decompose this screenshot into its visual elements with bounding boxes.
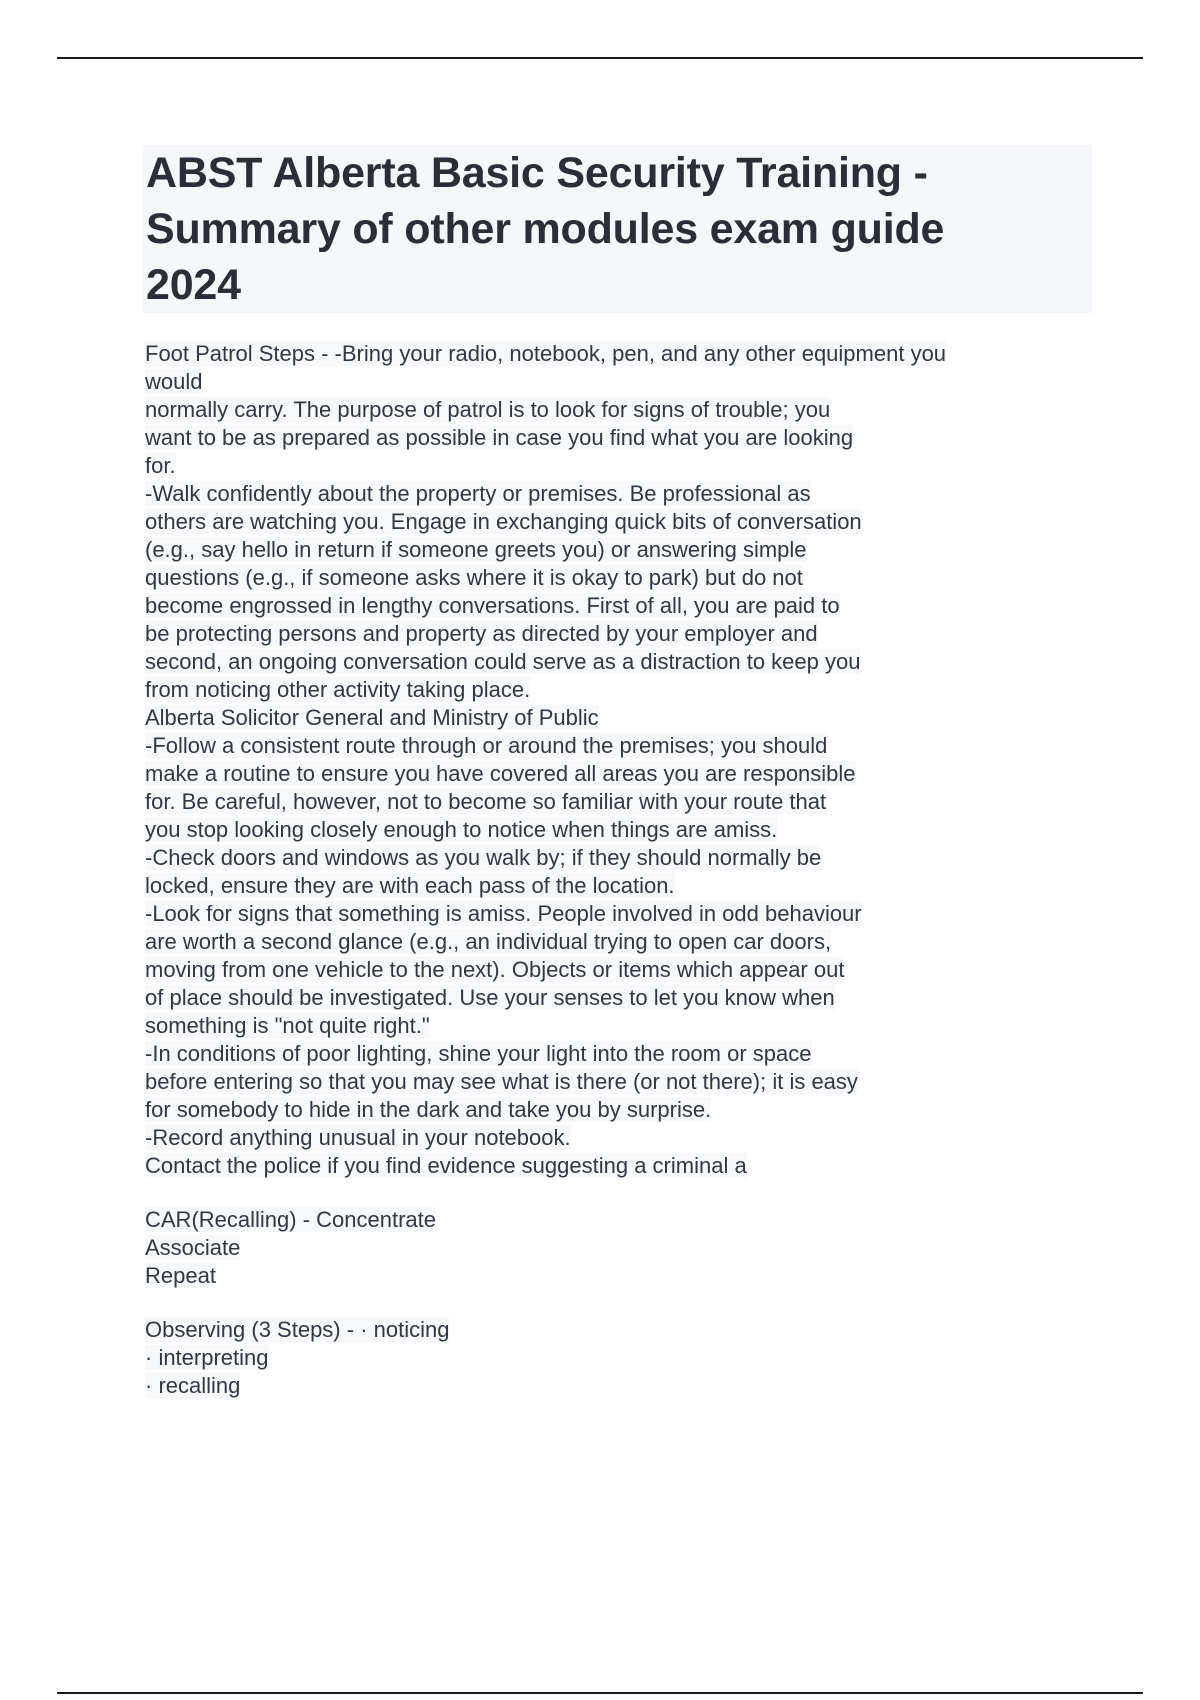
text-line-content: · interpreting (145, 1345, 269, 1370)
text-line (145, 1372, 1095, 1400)
text-line-content: before entering so that you may see what is there (or not there); it is easy (145, 1069, 858, 1094)
text-line (145, 1012, 1095, 1040)
text-line (145, 452, 1095, 480)
text-line-content: you stop looking closely enough to notice when things are amiss. (145, 817, 778, 842)
text-line-content: be protecting persons and property as directed by your employer and (145, 621, 818, 646)
text-line (145, 1152, 1095, 1180)
text-line (145, 396, 1095, 424)
text-line-content: Observing (3 Steps) - · noticing (145, 1317, 450, 1342)
text-line-content: questions (e.g., if someone asks where it is okay to park) but do not (145, 565, 803, 590)
text-line-content: normally carry. The purpose of patrol is to look for signs of trouble; you (145, 397, 831, 422)
text-line-content: Repeat (145, 1263, 216, 1288)
text-line (145, 480, 1095, 508)
text-line (145, 368, 1095, 396)
text-line (145, 1040, 1095, 1068)
text-line-content: from noticing other activity taking place. (145, 677, 531, 702)
text-line (145, 340, 1095, 368)
title-line: ABST Alberta Basic Security Training - (146, 149, 928, 197)
text-line (145, 704, 1095, 732)
text-line-content: Associate (145, 1235, 241, 1260)
title-block (142, 145, 1092, 313)
document-body (145, 340, 1095, 1400)
text-line (145, 1262, 1095, 1290)
section-gap (145, 1290, 1095, 1316)
text-line-content: are worth a second glance (e.g., an individual trying to open car doors, (145, 929, 832, 954)
text-line-content: -Record anything unusual in your notebook. (145, 1125, 571, 1150)
text-line (145, 648, 1095, 676)
footer-rule (57, 1692, 1143, 1694)
text-line (145, 564, 1095, 592)
text-line-content: -Look for signs that something is amiss. People involved in odd behaviour (145, 901, 862, 926)
text-line-content: would (145, 369, 203, 394)
text-line-content: locked, ensure they are with each pass of the location. (145, 873, 675, 898)
text-line (145, 984, 1095, 1012)
text-line-content: become engrossed in lengthy conversations. First of all, you are paid to (145, 593, 840, 618)
text-line-content: for. Be careful, however, not to become so familiar with your route that (145, 789, 827, 814)
section-gap (145, 1180, 1095, 1206)
text-line (145, 788, 1095, 816)
text-line (145, 732, 1095, 760)
text-line-content: make a routine to ensure you have covered all areas you are responsible (145, 761, 856, 786)
text-line-content: for somebody to hide in the dark and take you by surprise. (145, 1097, 712, 1122)
text-line-content: something is "not quite right." (145, 1013, 430, 1038)
text-line (145, 1234, 1095, 1262)
title-line: 2024 (146, 261, 241, 309)
text-line-content: (e.g., say hello in return if someone greets you) or answering simple (145, 537, 807, 562)
text-line-content: of place should be investigated. Use your senses to let you know when (145, 985, 835, 1010)
text-line (145, 872, 1095, 900)
text-line (145, 424, 1095, 452)
title-line: Summary of other modules exam guide (146, 205, 945, 253)
text-line (145, 900, 1095, 928)
text-line-content: for. (145, 453, 176, 478)
text-line (145, 928, 1095, 956)
section-observing (145, 1316, 1095, 1400)
section-foot-patrol (145, 340, 1095, 1180)
text-line (145, 1068, 1095, 1096)
text-line (145, 816, 1095, 844)
text-line (145, 620, 1095, 648)
text-line-content: Alberta Solicitor General and Ministry of Public (145, 705, 599, 730)
text-line (145, 676, 1095, 704)
text-line-content: others are watching you. Engage in exchanging quick bits of conversation (145, 509, 862, 534)
text-line-content: -Walk confidently about the property or premises. Be professional as (145, 481, 811, 506)
text-line-content: Foot Patrol Steps - -Bring your radio, notebook, pen, and any other equipment you (145, 341, 947, 366)
document-title (146, 145, 1092, 313)
text-line-content: · recalling (145, 1373, 241, 1398)
text-line (145, 1124, 1095, 1152)
text-line (145, 844, 1095, 872)
text-line-content: CAR(Recalling) - Concentrate (145, 1207, 436, 1232)
text-line-content: Contact the police if you find evidence suggesting a criminal a (145, 1153, 747, 1178)
text-line (145, 1316, 1095, 1344)
text-line-content: moving from one vehicle to the next). Objects or items which appear out (145, 957, 845, 982)
text-line (145, 1206, 1095, 1234)
text-line-content: -Follow a consistent route through or around the premises; you should (145, 733, 828, 758)
text-line (145, 536, 1095, 564)
text-line (145, 592, 1095, 620)
text-line (145, 1096, 1095, 1124)
text-line (145, 1344, 1095, 1372)
text-line (145, 760, 1095, 788)
text-line-content: second, an ongoing conversation could serve as a distraction to keep you (145, 649, 861, 674)
text-line-content: -Check doors and windows as you walk by; if they should normally be (145, 845, 822, 870)
text-line-content: -In conditions of poor lighting, shine your light into the room or space (145, 1041, 812, 1066)
text-line (145, 508, 1095, 536)
section-car-recalling (145, 1206, 1095, 1290)
text-line (145, 956, 1095, 984)
header-rule (57, 57, 1143, 59)
text-line-content: want to be as prepared as possible in case you find what you are looking (145, 425, 854, 450)
